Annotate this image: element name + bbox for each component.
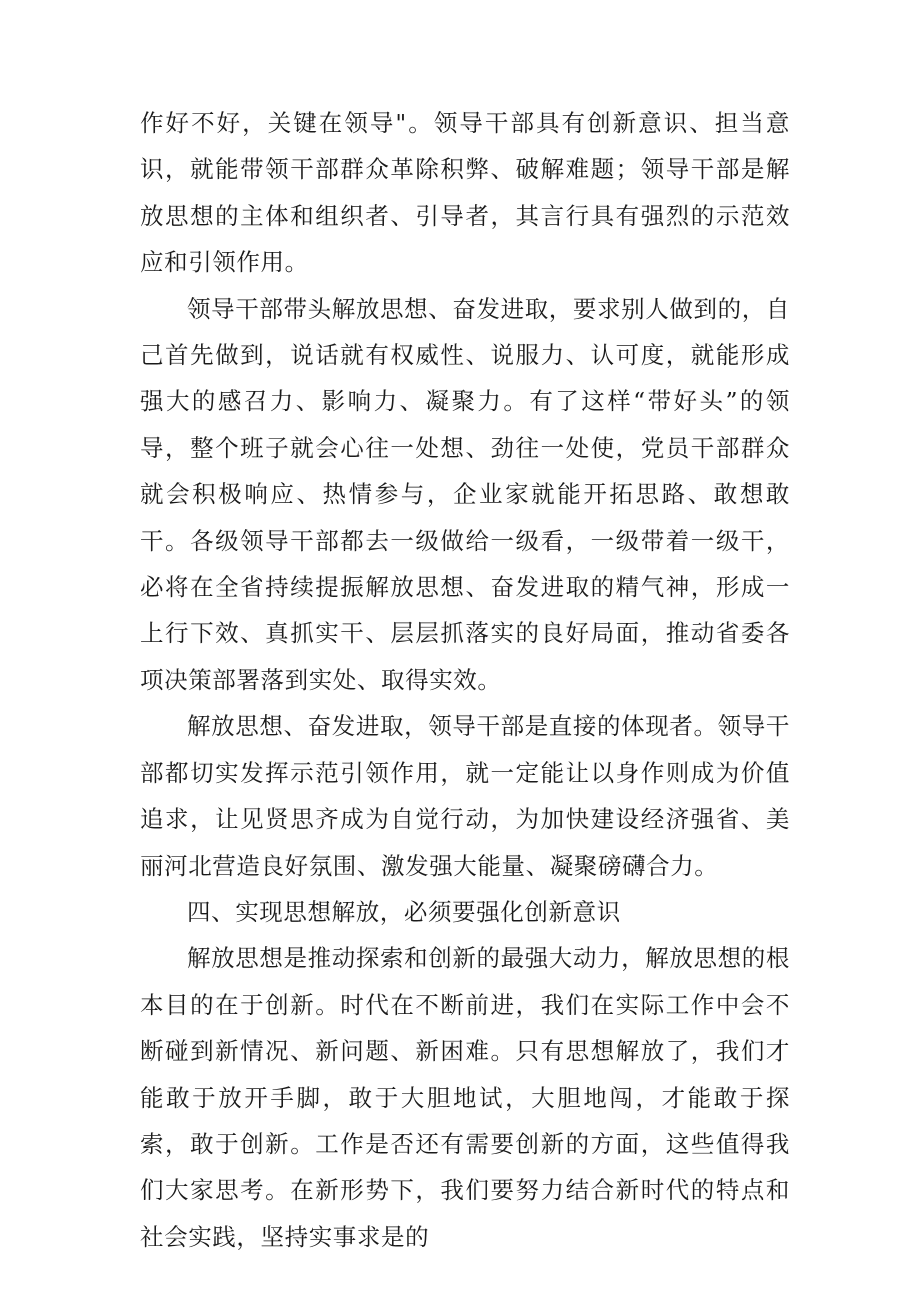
document-body — [140, 100, 790, 1260]
paragraph-3: 解放思想、奋发进取，领导干部是直接的体现者。领导干部都切实发挥示范引领作用，就一定能让以身作则成为价值追求，让见贤思齐成为自觉行动，为加快建设经济强省、美丽河北营造良好氛围、激发强大能量、凝聚磅礴合力。 — [140, 712, 790, 880]
paragraph-4: 解放思想是推动探索和创新的最强大动力，解放思想的根本目的在于创新。时代在不断前进，我们在实际工作中会不断碰到新情况、新问题、新困难。只有思想解放了，我们才能敢于放开手脚，敢于大胆地试，大胆地闯，才能敢于探索，敢于创新。工作是否还有需要创新的方面，这些值得我们大家思考。在新形势下，我们要努力结合新时代的特点和社会实践，坚持实事求是的 — [140, 944, 790, 1251]
section-heading: 四、实现思想解放，必须要强化创新意识 — [187, 897, 621, 926]
paragraph-1: 作好不好，关键在领导"。领导干部具有创新意识、担当意识，就能带领干部群众革除积弊、破解难题；领导干部是解放思想的主体和组织者、引导者，其言行具有强烈的示范效应和引领作用。 — [140, 109, 790, 277]
paragraph-2: 领导干部带头解放思想、奋发进取，要求别人做到的，自己首先做到，说话就有权威性、说服力、认可度，就能形成强大的感召力、影响力、凝聚力。有了这样“带好头”的领导，整个班子就会心往一处想、劲往一处使，党员干部群众就会积极响应、热情参与，企业家就能开拓思路、敢想敢干。各级领导干部都去一级做给一级看，一级带着一级干，必将在全省持续提振解放思想、奋发进取的精气神，形成一上行下效、真抓实干、层层抓落实的良好局面，推动省委各项决策部署落到实处、取得实效。 — [140, 294, 790, 694]
